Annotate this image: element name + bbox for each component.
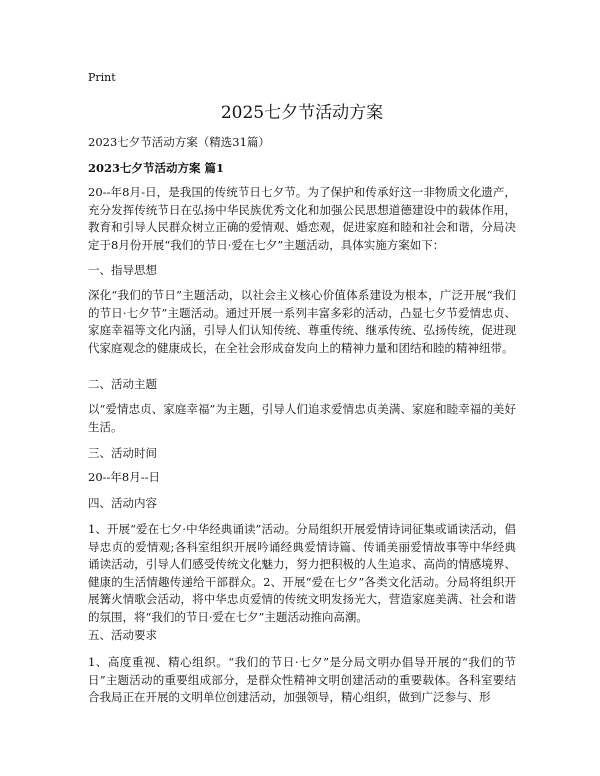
heading-activity-requirements: 五、活动要求	[88, 628, 157, 642]
paragraph-activity-theme: 以“爱情忠贞、家庭幸福”为主题，引导人们追求爱情忠贞美满、家庭和睦幸福的美好生活。	[88, 402, 516, 434]
paragraph-activity-content: 1、开展“爱在七夕·中华经典诵读”活动。分局组织开展爱情诗词征集或诵读活动，倡导忠贞的爱情观;各科室组织开展吟诵经典爱情诗篇、传诵美丽爱情故事等中华经典诵读活动，引导人们感受传统文化魅力，努力把积极的人生追求、高尚的情感境界、健康的生活情趣传递给干部群众。2、开展“爱在七夕”各类文化活动。分局将组织开展篝火情歌会活动，将中华忠贞爱情的传统文明发扬光大，营造家庭美满、社会和谐的氛围，将“我们的节日·爱在七夕”主题活动推向高潮。	[88, 522, 516, 624]
document-subtitle: 2023七夕节活动方案（精选31篇）	[88, 135, 270, 149]
heading-activity-content: 四、活动内容	[88, 496, 157, 510]
heading-activity-theme: 二、活动主题	[88, 377, 157, 391]
print-label[interactable]: Print	[88, 71, 116, 84]
intro-paragraph: 20--年8月-日，是我国的传统节日七夕节。为了保护和传承好这一非物质文化遗产，充分发挥传统节日在弘扬中华民族优秀文化和加强公民思想道德建设中的载体作用，教育和引导人民群众树立正确的爱情观、婚恋观，促进家庭和睦和社会和谐，分局决定于8月份开展“我们的节日·爱在七夕”主题活动，具体实施方案如下：	[88, 185, 516, 252]
heading-activity-time: 三、活动时间	[88, 446, 157, 460]
section-title: 2023七夕节活动方案 篇1	[88, 161, 225, 175]
paragraph-guiding-ideology: 深化“我们的节日”主题活动，以社会主义核心价值体系建设为根本，广泛开展“我们的节日·七夕节”主题活动。通过开展一系列丰富多彩的活动，凸显七夕节爱情忠贞、家庭幸福等文化内涵，引导人们认知传统、尊重传统、继承传统、弘扬传统，促进现代家庭观念的健康成长，在全社会形成奋发向上的精神力量和团结和睦的精神纽带。	[88, 288, 516, 355]
document-title: 2025七夕节活动方案	[220, 103, 384, 123]
heading-guiding-ideology: 一、指导思想	[88, 263, 157, 277]
paragraph-activity-requirements: 1、高度重视、精心组织。“我们的节日·七夕”是分局文明办倡导开展的“我们的节日”主题活动的重要组成部分，是群众性精神文明创建活动的重要载体。各科室要结合我局正在开展的文明单位创建活动，加强领导，精心组织，做到广泛参与、形	[88, 655, 516, 704]
paragraph-activity-time: 20--年8月--日	[88, 470, 160, 484]
